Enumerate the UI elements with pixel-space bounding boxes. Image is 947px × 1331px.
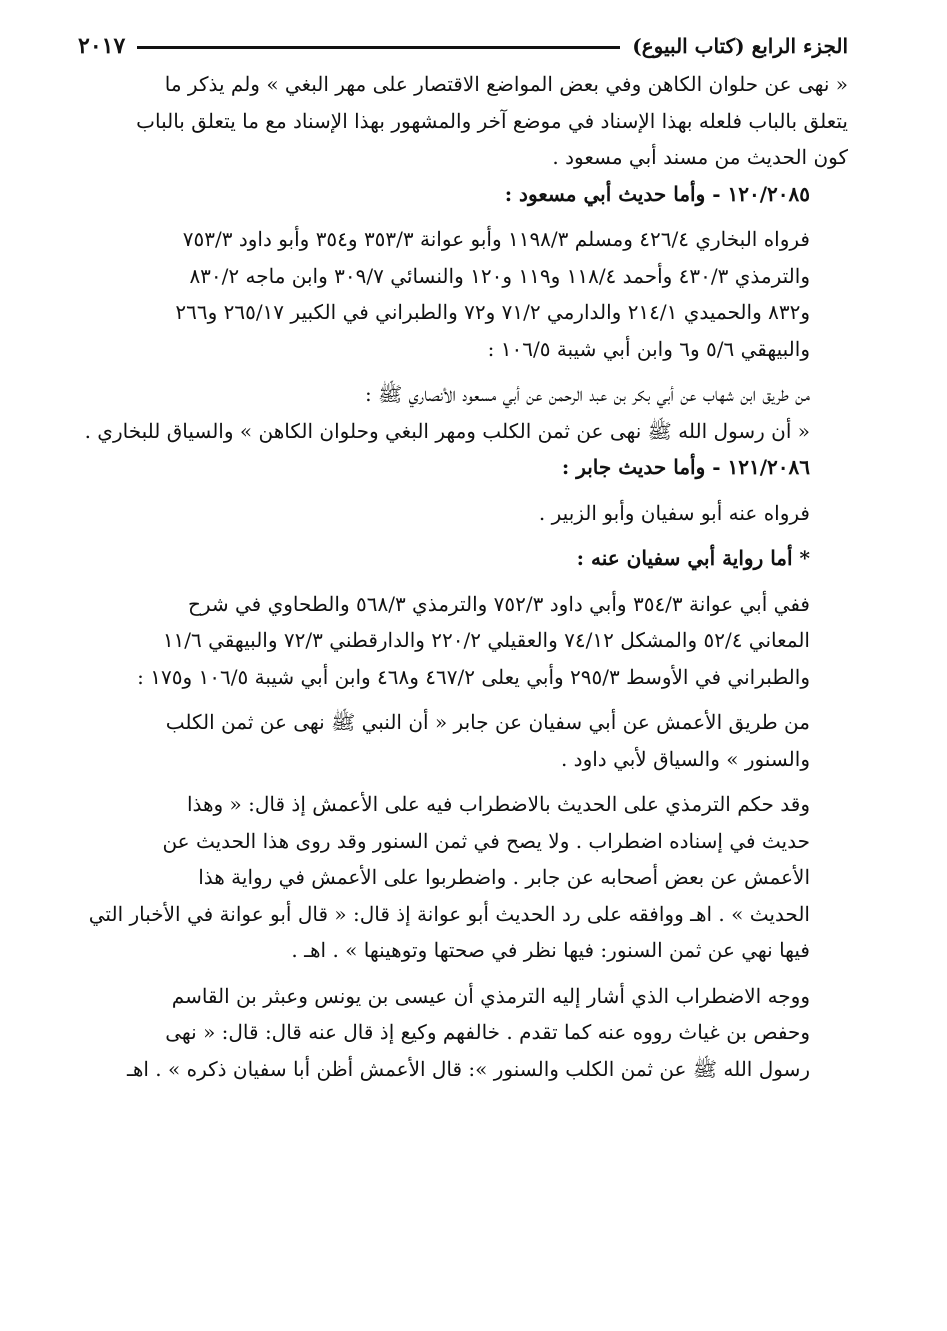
paragraph-sources — [78, 586, 848, 696]
page-number: ٢٠١٧ — [78, 33, 126, 59]
text-line: والطبراني في الأوسط ٢٩٥/٣ وأبي يعلى ٤٦٧/٢ و٤٦٨ وابن أبي شيبة ١٠٦/٥ و١٧٥ : — [137, 664, 810, 689]
text-line: والبيهقي ٥/٦ و٦ وابن أبي شيبة ١٠٦/٥ : — [487, 336, 810, 361]
header-rule — [137, 46, 620, 49]
subsection-heading — [78, 540, 848, 577]
heading-line: ١٢١/٢٠٨٦ - وأما حديث جابر : — [561, 455, 810, 479]
text-line: الأعمش عن بعض أصحابه عن جابر . واضطربوا على الأعمش في رواية هذا — [198, 865, 810, 889]
text-line: والسنور » والسياق لأبي داود . — [560, 746, 810, 771]
section-heading — [78, 449, 848, 486]
text-line: ووجه الاضطراب الذي أشار إليه الترمذي أن عيسى بن يونس وعبثر بن القاسم — [171, 983, 810, 1008]
text-line: و٨٣٢ والحميدي ٢١٤/١ والدارمي ٧١/٢ و٧٢ والطبراني في الكبير ٢٦٥/١٧ و٢٦٦ — [175, 300, 810, 324]
text-line: وحفص بن غياث رووه عنه كما تقدم . خالفهم وكيع إذ قال عنه قال: قال: « نهى — [165, 1020, 810, 1044]
paragraph-sources — [78, 221, 848, 367]
paragraph-chain — [78, 704, 848, 777]
text-line: فرواه البخاري ٤٢٦/٤ ومسلم ١١٩٨/٣ وأبو عوانة ٣٥٣/٣ و٣٥٤ وأبو داود ٧٥٣/٣ — [182, 227, 810, 251]
text-line: والترمذي ٤٣٠/٣ وأحمد ١١٨/٤ و١١٩ و١٢٠ والنسائي ٣٠٩/٧ وابن ماجه ٨٣٠/٢ — [189, 263, 810, 288]
paragraph-commentary — [78, 786, 848, 969]
text-line: حديث في إسناده اضطراب . ولا يصح في ثمن السنور وقد روى هذا الحديث عن — [162, 828, 810, 853]
running-title: الجزء الرابع (كتاب البيوع) — [632, 34, 848, 58]
text-line: يتعلق بالباب فلعله بهذا الإسناد في موضع آخر والمشهور بهذا الإسناد مع ما يتعلق بالباب — [136, 108, 848, 133]
heading-line: ١٢٠/٢٠٨٥ - وأما حديث أبي مسعود : — [504, 181, 810, 206]
text-line: « أن رسول الله ﷺ نهى عن ثمن الكلب ومهر البغي وحلوان الكاهن » والسياق للبخاري . — [84, 418, 810, 443]
text-line: الحديث » . اهـ ووافقه على رد الحديث أبو عوانة إذ قال: « قال أبو عوانة في الأخبار التي — [88, 901, 810, 926]
text-line: من طريق الأعمش عن أبي سفيان عن جابر « أن النبي ﷺ نهى عن ثمن الكلب — [165, 710, 810, 734]
text-line: كون الحديث من مسند أبي مسعود . — [552, 145, 848, 169]
paragraph-narrators — [78, 495, 848, 532]
text-line: المعاني ٥٢/٤ والمشكل ٧٤/١٢ والعقيلي ٢٢٠/٢ والدارقطني ٧٢/٣ والبيهقي ١١/٦ — [162, 628, 810, 652]
book-page — [78, 26, 848, 1316]
text-line: رسول الله ﷺ عن ثمن الكلب والسنور »: قال الأعمش أظن أبا سفيان ذكره » . اهـ — [126, 1056, 810, 1081]
paragraph-commentary — [78, 978, 848, 1088]
text-line: ففي أبي عوانة ٣٥٤/٣ وأبي داود ٧٥٢/٣ والترمذي ٥٦٨/٣ والطحاوي في شرح — [187, 591, 810, 616]
text-line: « نهى عن حلوان الكاهن وفي بعض المواضع الاقتصار على مهر البغي » ولم يذكر ما — [164, 72, 848, 96]
paragraph-chain — [78, 376, 848, 449]
section-heading — [78, 176, 848, 213]
text-line: وقد حكم الترمذي على الحديث بالاضطراب فيه على الأعمش إذ قال: « وهذا — [186, 792, 810, 816]
text-line: فرواه عنه أبو سفيان وأبو الزبير . — [538, 500, 810, 525]
heading-line: * أما رواية أبي سفيان عنه : — [576, 546, 810, 570]
paragraph-continuation — [78, 66, 848, 176]
text-line: من طريق ابن شهاب عن أبي بكر بن عبد الرحمن عن أبي مسعود الأنصاري ﷺ : — [365, 382, 810, 406]
text-line: فيها نهي عن ثمن السنور: فيها نظر في صحتها وتوهينها » . اهـ . — [291, 938, 810, 962]
page-header — [78, 26, 848, 66]
